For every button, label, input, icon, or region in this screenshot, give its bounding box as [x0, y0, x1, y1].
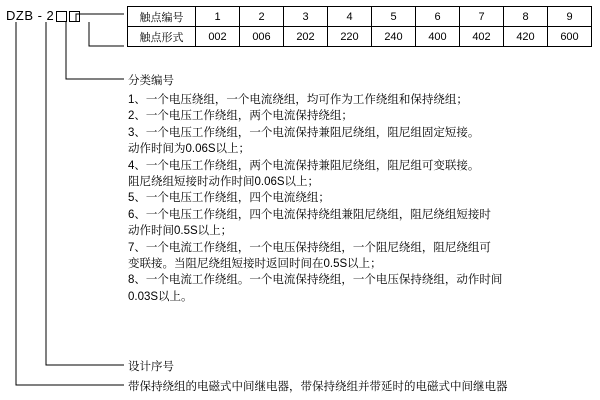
list-item-continuation: 阻尼绕组短接时动作时间0.06S以上；: [128, 176, 320, 189]
table-cell: 402: [460, 27, 504, 47]
contact-table: [127, 6, 592, 47]
list-item-continuation: 动作时间为0.06S以上；: [128, 143, 251, 156]
list-item: 7、一个电流工作绕组，一个电压保持绕组，一个阻尼绕组，阻尼绕组可: [128, 241, 491, 254]
full-name-label: 带保持绕组的电磁式中间继电器，带保持绕组并带延时的电磁式中间继电器: [128, 381, 508, 393]
list-item-continuation: 动作时间0.5S以上；: [128, 225, 233, 238]
list-item: 2、一个电压工作绕组，两个电流保持绕组；: [128, 110, 353, 123]
category-list: [128, 92, 588, 305]
table-cell: 6: [416, 7, 460, 27]
contact-table-wrap: [127, 6, 592, 47]
table-cell: 7: [460, 7, 504, 27]
table-cell: 2: [240, 7, 284, 27]
table-row-header: 触点形式: [128, 27, 196, 47]
table-cell: 9: [548, 7, 592, 27]
list-item: 3、一个电压工作绕组，一个电流保持兼阻尼绕组，阻尼组固定短接。: [128, 126, 480, 139]
list-item: 4、一个电压工作绕组，两个电流保持兼阻尼绕组，阻尼组可变联接。: [128, 159, 480, 172]
table-row: [128, 27, 592, 47]
table-row: [128, 7, 592, 27]
table-cell: 5: [372, 7, 416, 27]
category-title: 分类编号: [128, 75, 174, 87]
list-item: 1、一个电压绕组，一个电流绕组，均可作为工作绕组和保持绕组；: [128, 94, 468, 106]
list-item: 8、一个电流工作绕组。一个电流保持绕组，一个电压保持绕组，动作时间: [128, 274, 503, 287]
list-item: 5、一个电压工作绕组，四个电流绕组；: [128, 192, 330, 205]
table-row-header: 触点编号: [128, 7, 196, 27]
table-cell: 8: [504, 7, 548, 27]
model-code-box-1: [56, 11, 67, 22]
list-item-continuation: 变联接。当阻尼绕组短接时返回时间在0.5S以上；: [128, 258, 382, 271]
table-cell: 220: [328, 27, 372, 47]
table-cell: 4: [328, 7, 372, 27]
table-cell: 1: [196, 7, 240, 27]
table-cell: 202: [284, 27, 328, 47]
table-cell: 420: [504, 27, 548, 47]
table-cell: 002: [196, 27, 240, 47]
table-cell: 240: [372, 27, 416, 47]
table-cell: 600: [548, 27, 592, 47]
list-item-continuation: 0.03S以上。: [128, 290, 193, 303]
table-cell: 006: [240, 27, 284, 47]
model-code: [6, 8, 80, 23]
model-code-box-2: [69, 11, 80, 22]
table-cell: 3: [284, 7, 328, 27]
table-cell: 400: [416, 27, 460, 47]
model-code-prefix: DZB - 2: [6, 8, 55, 23]
list-item: 6、一个电压工作绕组，四个电流保持绕组兼阻尼绕组，阻尼绕组短接时: [128, 208, 491, 221]
design-sequence-label: 设计序号: [128, 361, 174, 373]
